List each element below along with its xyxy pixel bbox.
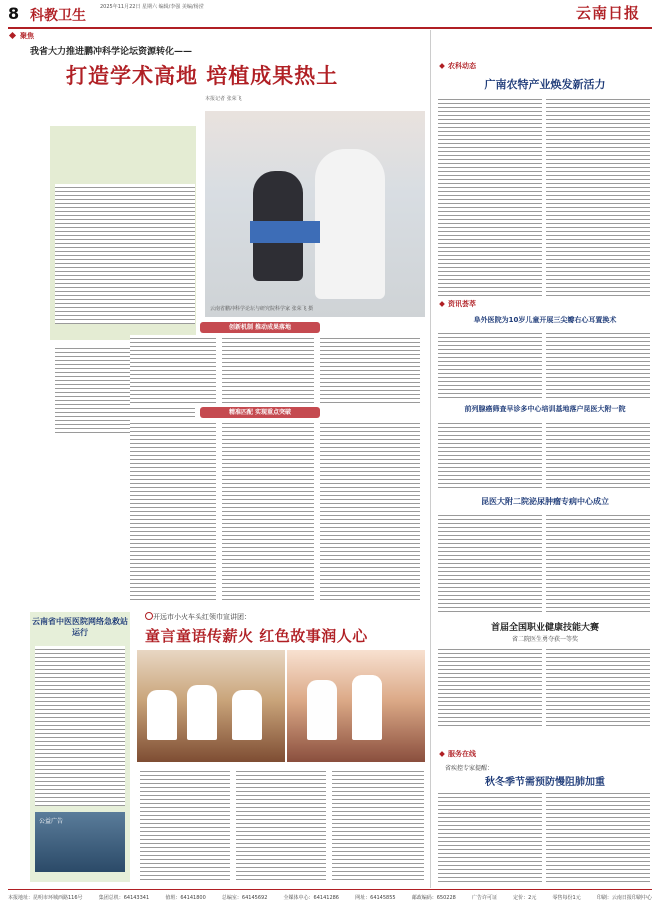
newspaper-logo: 云南日报 [575,4,640,22]
story-3-body-text [546,420,650,490]
public-service-ad [35,812,125,872]
service-body-text [546,790,650,882]
footer-rule [8,889,652,890]
lead-body-text [130,420,216,600]
lead-body-text [130,335,216,405]
lead-summary-text [55,184,195,324]
footer [8,894,652,901]
service-title: 秋冬季节需预防慢阻肺加重 [485,777,605,788]
lead-body-text [222,335,314,405]
issue-meta: 2025年11月22日 星期六 编辑/李强 美编/杨滢 [100,4,204,10]
document-prop [250,221,320,243]
lead-body-text [320,335,420,405]
story-5-body-text [546,646,650,726]
footer-item: 全媒体中心：64141286 [283,895,339,901]
footer-item: 零售每份1元 [552,895,581,901]
child-figure [232,690,262,740]
researcher-figure [315,149,385,299]
footer-item: 网址：64145855 [355,895,396,901]
story-4-body-text [546,512,650,612]
bottom-body-text [236,768,326,883]
agri-tag: 农科动态 [448,62,476,70]
page-number: 8 [8,4,20,23]
story-marker-icon [145,612,153,620]
lead-title: 打造学术高地 培植成果热土 [66,64,339,88]
story-3-title: 前列腺癌筛查早诊多中心培训基地落户昆医大附一院 [464,405,626,413]
bottom-photo-1 [137,650,285,762]
child-figure [352,675,382,740]
tag-marker-icon [439,63,445,69]
service-kicker: 省疾控专家提醒： [445,765,494,772]
agri-title: 广南农特产业焕发新活力 [484,78,606,91]
lead-tag: 聚焦 [20,32,34,40]
ad-label: 公益广告 [39,818,64,825]
footer-item: 印刷：云南日报印刷中心 [596,895,652,901]
child-figure [307,680,337,740]
story-5-title: 首届全国职业健康技能大赛 [490,623,599,633]
lead-kicker: 我省大力推进鹏冲科学论坛资源转化—— [30,47,193,57]
story-4-body-text [438,512,542,612]
sidebar-story-text [35,646,125,806]
footer-item: 总编室：64145692 [221,895,268,901]
tag-marker-icon [9,32,16,39]
service-body-text [438,790,542,882]
agri-body-text [546,96,650,296]
footer-item: 本报地址：昆明市环城西路116号 [8,895,83,901]
child-figure [187,685,217,740]
photo-caption: 云南省鹏冲科学论坛与研究院科学家 张荣飞 摄 [210,306,314,312]
column-divider [430,30,431,888]
story-2-title: 阜外医院为10岁儿童开展三尖瓣右心耳置换术 [473,316,617,324]
bottom-photo-2 [287,650,425,762]
lead-byline: 本报记者 张荣飞 [205,96,242,102]
footer-item: 集团总机：64143341 [98,895,150,901]
bottom-title: 童言童语传薪火 红色故事润人心 [145,627,368,645]
story-2-body-text [546,330,650,398]
bottom-body-text [332,768,424,883]
bottom-kicker: 开远市小火车头红领巾宣讲团： [153,613,251,621]
tag-marker-icon [439,301,445,307]
sidebar-story-title: 云南省中医医院网络急救站运行 [32,617,128,637]
header-rule [8,27,652,29]
health-tag: 资讯荟萃 [448,300,476,308]
agri-body-text [438,96,542,296]
story-3-body-text [438,420,542,490]
story-2-body-text [438,330,542,398]
child-figure [147,690,177,740]
lead-photo [205,111,425,317]
story-4-title: 昆医大附二院泌尿肿瘤专病中心成立 [481,497,609,506]
lead-subhead-2: 精准匹配 实现重点突破 [200,407,320,418]
story-5-body-text [438,646,542,726]
story-5-subtitle: 省二院医生勇夺获一等奖 [511,636,578,643]
footer-item: 广告许可证 [472,895,498,901]
lead-body-text [320,420,420,600]
tag-marker-icon [439,751,445,757]
lead-subhead-1: 创新机制 推动成果落地 [200,322,320,333]
section-title: 科教卫生 [30,8,86,24]
service-tag: 服务在线 [448,750,476,758]
footer-item: 值班：64141800 [165,895,206,901]
footer-item: 定价：2元 [513,895,537,901]
lead-body-text [222,420,314,600]
bottom-body-text [140,768,230,883]
footer-item: 邮政编码：650228 [411,895,456,901]
